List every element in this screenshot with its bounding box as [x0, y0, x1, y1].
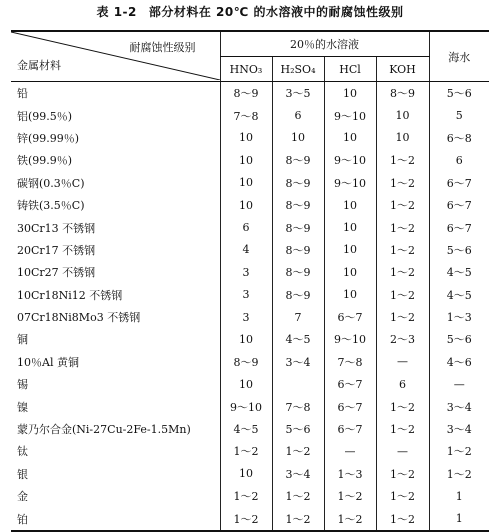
value-cell-hcl: 1～2 [324, 507, 376, 530]
value-cell-seawater: 5～6 [429, 82, 489, 105]
value-cell-koh: 1～2 [376, 306, 429, 328]
material-name-cell: 铜 [17, 333, 28, 347]
table-row [11, 463, 489, 485]
corner-label-top: 耐腐蚀性级别 [129, 41, 196, 54]
value-cell-koh: 1～2 [376, 418, 429, 440]
table-row [11, 216, 489, 238]
material-name-cell: 金 [17, 490, 28, 504]
table-row [11, 373, 489, 395]
value-cell-koh: 10 [376, 104, 429, 126]
value-cell-koh: 6 [376, 373, 429, 395]
value-cell-koh: 1～2 [376, 239, 429, 261]
table-caption [0, 3, 500, 20]
value-cell-seawater: 1～2 [429, 440, 489, 462]
value-cell-h2so4: 8～9 [272, 239, 324, 261]
table-row [11, 82, 489, 105]
value-cell-seawater: 1 [429, 507, 489, 530]
table-row [11, 328, 489, 350]
table-number: 表 1-2 [96, 5, 137, 19]
value-cell-koh: 1～2 [376, 149, 429, 171]
value-cell-hno3: 10 [220, 127, 272, 149]
value-cell-hcl: 10 [324, 216, 376, 238]
table-row [11, 351, 489, 373]
value-cell-hcl: 9～10 [324, 328, 376, 350]
value-cell-koh: 1～2 [376, 485, 429, 507]
value-cell-koh: 1～2 [376, 507, 429, 530]
value-cell-hcl: 10 [324, 284, 376, 306]
value-cell-hno3: 3 [220, 284, 272, 306]
value-cell-seawater: 5 [429, 104, 489, 126]
value-cell-hno3: 1～2 [220, 507, 272, 530]
value-cell-seawater: 3～4 [429, 418, 489, 440]
table-row [11, 440, 489, 462]
table-row [11, 239, 489, 261]
material-name-cell: 钛 [17, 445, 28, 459]
value-cell-seawater: 6 [429, 149, 489, 171]
value-cell-h2so4: 8～9 [272, 284, 324, 306]
value-cell-hno3: 3 [220, 306, 272, 328]
table-row [11, 261, 489, 283]
value-cell-seawater: 4～6 [429, 351, 489, 373]
value-cell-seawater: 5～6 [429, 239, 489, 261]
value-cell-h2so4: 1～2 [272, 440, 324, 462]
column-header-h2so4: H₂SO₄ [272, 57, 324, 82]
value-cell-seawater: 6～7 [429, 194, 489, 216]
value-cell-seawater: 4～5 [429, 261, 489, 283]
value-cell-hno3: 10 [220, 373, 272, 395]
seawater-header: 海水 [429, 31, 489, 82]
value-cell-koh: 1～2 [376, 284, 429, 306]
value-cell-hcl: 9～10 [324, 149, 376, 171]
value-cell-hno3: 8～9 [220, 82, 272, 105]
table-title: 部分材料在 20℃ 的水溶液中的耐腐蚀性级别 [148, 5, 404, 19]
table-row [11, 127, 489, 149]
value-cell-hcl: 1～3 [324, 463, 376, 485]
value-cell-koh: — [376, 440, 429, 462]
value-cell-seawater: 4～5 [429, 284, 489, 306]
value-cell-hno3: 10 [220, 149, 272, 171]
value-cell-h2so4 [272, 373, 324, 395]
value-cell-hcl: 1～2 [324, 485, 376, 507]
value-cell-koh: 1～2 [376, 194, 429, 216]
table-row [11, 172, 489, 194]
column-header-hno3: HNO₃ [220, 57, 272, 82]
table-row [11, 194, 489, 216]
value-cell-h2so4: 4～5 [272, 328, 324, 350]
value-cell-h2so4: 7～8 [272, 395, 324, 417]
value-cell-hno3: 4～5 [220, 418, 272, 440]
value-cell-h2so4: 10 [272, 127, 324, 149]
column-header-koh: KOH [376, 57, 429, 82]
value-cell-seawater: 1～3 [429, 306, 489, 328]
value-cell-hcl: 6～7 [324, 418, 376, 440]
value-cell-koh: 8～9 [376, 82, 429, 105]
value-cell-hno3: 3 [220, 261, 272, 283]
value-cell-h2so4: 3～4 [272, 463, 324, 485]
value-cell-hcl: 6～7 [324, 373, 376, 395]
value-cell-seawater: 6～8 [429, 127, 489, 149]
corner-label-bottom: 金属材料 [17, 59, 61, 72]
value-cell-hno3: 7～8 [220, 104, 272, 126]
table-row [11, 284, 489, 306]
value-cell-seawater: 6～7 [429, 216, 489, 238]
material-name-cell: 07Cr18Ni8Mo3 不锈钢 [17, 311, 141, 325]
value-cell-seawater: 5～6 [429, 328, 489, 350]
value-cell-hno3: 4 [220, 239, 272, 261]
value-cell-hcl: 10 [324, 239, 376, 261]
value-cell-seawater: 1 [429, 485, 489, 507]
value-cell-h2so4: 1～2 [272, 485, 324, 507]
value-cell-hcl: 9～10 [324, 104, 376, 126]
material-name-cell: 铂 [11, 507, 220, 530]
material-name-cell: 铁(99.9％) [17, 154, 73, 168]
material-name-cell: 30Cr13 不锈钢 [17, 221, 96, 235]
value-cell-h2so4: 8～9 [272, 172, 324, 194]
value-cell-h2so4: 8～9 [272, 216, 324, 238]
value-cell-h2so4: 3～4 [272, 351, 324, 373]
header-row-1 [11, 31, 489, 57]
corrosion-table [11, 30, 489, 532]
value-cell-h2so4: 8～9 [272, 194, 324, 216]
table-row [11, 149, 489, 171]
material-name-cell: 铅 [17, 87, 28, 101]
value-cell-seawater: — [429, 373, 489, 395]
value-cell-koh: 1～2 [376, 216, 429, 238]
value-cell-koh: — [376, 351, 429, 373]
material-name-cell: 镍 [17, 400, 28, 414]
value-cell-hno3: 1～2 [220, 440, 272, 462]
material-name-cell: 锌(99.99％) [17, 131, 80, 145]
table-row [11, 306, 489, 328]
table-row [11, 485, 489, 507]
value-cell-hno3: 8～9 [220, 351, 272, 373]
value-cell-seawater: 3～4 [429, 395, 489, 417]
value-cell-hno3: 10 [220, 194, 272, 216]
table-row [11, 507, 489, 530]
material-name-cell: 铝(99.5％) [17, 109, 73, 123]
value-cell-hcl: — [324, 440, 376, 462]
value-cell-h2so4: 8～9 [272, 261, 324, 283]
material-name-cell: 10％Al 黄铜 [17, 355, 79, 369]
material-name-cell: 20Cr17 不锈钢 [17, 243, 96, 257]
value-cell-h2so4: 5～6 [272, 418, 324, 440]
diagonal-header-cell [11, 31, 220, 82]
value-cell-koh: 10 [376, 127, 429, 149]
material-name-cell: 碳钢(0.3％C) [17, 176, 85, 190]
value-cell-hno3: 6 [220, 216, 272, 238]
value-cell-koh: 1～2 [376, 463, 429, 485]
value-cell-hcl: 6～7 [324, 395, 376, 417]
value-cell-koh: 2～3 [376, 328, 429, 350]
material-name-cell: 铸铁(3.5％C) [17, 199, 85, 213]
value-cell-hcl: 10 [324, 82, 376, 105]
value-cell-hno3: 10 [220, 463, 272, 485]
material-name-cell: 10Cr18Ni12 不锈钢 [17, 288, 123, 302]
material-name-cell: 锡 [17, 378, 28, 392]
table-row [11, 395, 489, 417]
material-name-cell: 蒙乃尔合金(Ni-27Cu-2Fe-1.5Mn) [17, 423, 191, 437]
solution-group-header: 20％的水溶液 [220, 31, 429, 57]
material-name-cell: 银 [17, 467, 28, 481]
value-cell-seawater: 6～7 [429, 172, 489, 194]
table-row [11, 104, 489, 126]
value-cell-koh: 1～2 [376, 172, 429, 194]
column-header-hcl: HCl [324, 57, 376, 82]
value-cell-seawater: 1～2 [429, 463, 489, 485]
value-cell-h2so4: 6 [272, 104, 324, 126]
value-cell-h2so4: 8～9 [272, 149, 324, 171]
value-cell-hno3: 9～10 [220, 395, 272, 417]
value-cell-h2so4: 7 [272, 306, 324, 328]
material-name-cell: 10Cr27 不锈钢 [17, 266, 96, 280]
value-cell-koh: 1～2 [376, 395, 429, 417]
value-cell-h2so4: 3～5 [272, 82, 324, 105]
table-row [11, 418, 489, 440]
value-cell-hcl: 10 [324, 261, 376, 283]
table-body [11, 82, 489, 531]
value-cell-hno3: 10 [220, 328, 272, 350]
value-cell-hcl: 6～7 [324, 306, 376, 328]
value-cell-koh: 1～2 [376, 261, 429, 283]
value-cell-hcl: 9～10 [324, 172, 376, 194]
value-cell-hcl: 10 [324, 194, 376, 216]
value-cell-hcl: 7～8 [324, 351, 376, 373]
value-cell-hcl: 10 [324, 127, 376, 149]
value-cell-hno3: 1～2 [220, 485, 272, 507]
value-cell-h2so4: 1～2 [272, 507, 324, 530]
value-cell-hno3: 10 [220, 172, 272, 194]
